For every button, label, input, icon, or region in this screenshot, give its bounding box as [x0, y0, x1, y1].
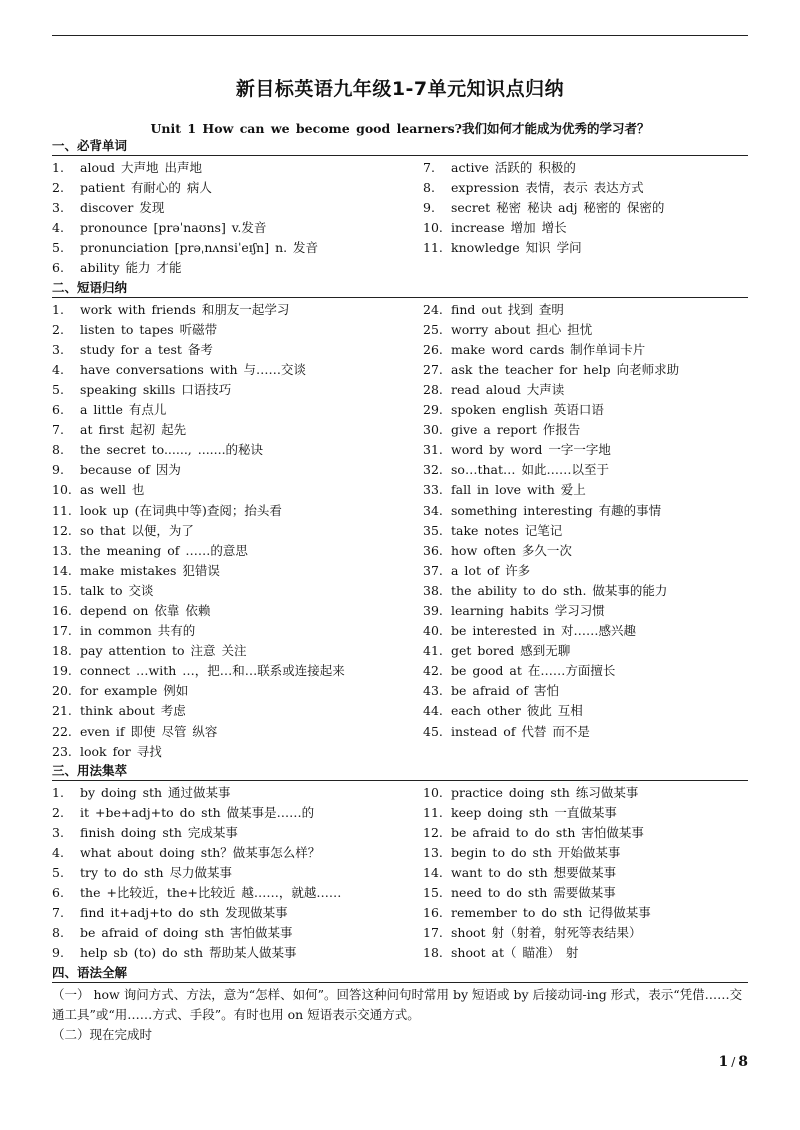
item-text: have conversations with 与……交谈 — [80, 361, 307, 377]
grammar-paragraph-1: （一） how 询问方式、方法，意为“怎样、如何”。回答这种问句时常用 by 短语或 by 后接动词-ing 形式，表示“凭借……交通工具”或“用……方式、手段”。有时也用 on 短语表示交通方式。 — [52, 986, 743, 1022]
list-item — [52, 701, 423, 721]
item-number: 7. — [52, 905, 64, 921]
list-item — [423, 701, 748, 721]
item-text: pay attention to 注意 关注 — [80, 643, 247, 659]
item-number: 11. — [423, 240, 443, 256]
item-text: make mistakes 犯错误 — [80, 562, 220, 578]
item-number: 1. — [52, 301, 64, 317]
list-item — [423, 661, 748, 681]
list-item — [52, 300, 423, 320]
list-item — [423, 360, 748, 380]
item-text: it +be+adj+to do sth 做某事是……的 — [80, 804, 315, 820]
item-text: word by word 一字一字地 — [451, 442, 611, 458]
item-number: 11. — [423, 804, 443, 820]
item-number: 29. — [423, 402, 443, 418]
item-text: instead of 代替 而不是 — [451, 723, 590, 739]
item-number: 33. — [423, 482, 443, 498]
item-number: 3. — [52, 341, 64, 357]
item-number: 7. — [423, 160, 435, 175]
item-text: increase 增加 增长 — [451, 220, 567, 236]
section — [52, 137, 748, 279]
item-number: 2. — [52, 321, 64, 337]
list-item — [423, 380, 748, 400]
item-text: the meaning of ……的意思 — [80, 542, 248, 558]
item-number: 5. — [52, 381, 64, 397]
item-number: 6. — [52, 402, 64, 418]
item-text: something interesting 有趣的事情 — [451, 502, 662, 518]
item-number: 19. — [52, 663, 72, 679]
section-heading: 三、用法集萃 — [52, 762, 748, 781]
item-text: be afraid of 害怕 — [451, 683, 559, 699]
item-number: 6. — [52, 885, 64, 901]
list-item — [423, 158, 748, 178]
item-number: 9. — [52, 945, 64, 961]
item-text: work with friends 和朋友一起学习 — [80, 301, 290, 317]
item-number: 4. — [52, 220, 64, 236]
item-text: discover 发现 — [80, 200, 165, 216]
item-number: 18. — [52, 643, 72, 659]
item-text: patient 有耐心的 病人 — [80, 180, 212, 196]
list-item — [52, 218, 423, 238]
item-number: 31. — [423, 442, 443, 458]
item-text: learning habits 学习习惯 — [451, 602, 605, 618]
grammar-paragraph-2: （二）现在完成时 — [52, 1026, 153, 1042]
item-text: knowledge 知识 学问 — [451, 240, 582, 256]
item-text: so that 以便，为了 — [80, 522, 194, 538]
section-heading: 二、短语归纳 — [52, 279, 748, 298]
item-number: 43. — [423, 683, 443, 699]
item-number: 3. — [52, 200, 64, 216]
item-number: 2. — [52, 180, 64, 196]
item-text: be afraid to do sth 害怕做某事 — [451, 824, 644, 840]
item-text: get bored 感到无聊 — [451, 643, 571, 659]
item-number: 8. — [423, 180, 435, 196]
list-item — [52, 661, 423, 681]
list-item — [52, 258, 423, 278]
item-number: 26. — [423, 341, 443, 357]
item-number: 12. — [423, 824, 443, 840]
grammar-section — [52, 964, 748, 1045]
item-text: keep doing sth 一直做某事 — [451, 804, 617, 820]
item-text: try to do sth 尽力做某事 — [80, 865, 233, 881]
list-item — [423, 480, 748, 500]
item-text: a lot of 许多 — [451, 562, 531, 578]
item-text: listen to tapes 听磁带 — [80, 321, 218, 337]
item-text: be afraid of doing sth 害怕做某事 — [80, 925, 293, 941]
item-text: the ability to do sth. 做某事的能力 — [451, 582, 668, 598]
item-number: 32. — [423, 462, 443, 478]
list-item — [423, 300, 748, 320]
item-text: practice doing sth 练习做某事 — [451, 784, 639, 800]
page-separator: / — [731, 1055, 736, 1069]
item-text: make word cards 制作单词卡片 — [451, 341, 646, 357]
item-number: 14. — [52, 562, 72, 578]
right-column — [423, 300, 748, 762]
list-item — [52, 601, 423, 621]
item-number: 2. — [52, 804, 64, 820]
item-text: look for 寻找 — [80, 743, 162, 759]
item-number: 17. — [423, 925, 443, 941]
item-text: think about 考虑 — [80, 703, 186, 719]
item-text: pronunciation [prəˌnʌnsiˈeɪʃn] n. 发音 — [80, 240, 319, 256]
list-item — [423, 823, 748, 843]
list-item — [423, 681, 748, 701]
item-text: active 活跃的 积极的 — [451, 160, 576, 175]
item-text: depend on 依靠 依赖 — [80, 602, 211, 618]
list-item — [52, 863, 423, 883]
list-item — [52, 943, 423, 963]
list-item — [52, 238, 423, 258]
list-item — [423, 883, 748, 903]
content — [52, 137, 748, 1045]
list-item — [52, 360, 423, 380]
section — [52, 762, 748, 964]
list-item — [423, 843, 748, 863]
list-item — [52, 681, 423, 701]
left-column — [52, 783, 423, 964]
list-item — [423, 178, 748, 198]
item-text: connect …with …，把…和…联系或连接起来 — [80, 663, 345, 679]
item-number: 18. — [423, 945, 443, 961]
list-item — [52, 641, 423, 661]
right-column — [423, 783, 748, 964]
item-text: talk to 交谈 — [80, 582, 154, 598]
list-item — [423, 803, 748, 823]
item-number: 27. — [423, 361, 443, 377]
item-number: 6. — [52, 260, 64, 276]
item-text: shoot 射（射着，射死等表结果） — [451, 925, 642, 941]
item-text: in common 共有的 — [80, 623, 196, 639]
list-item — [52, 460, 423, 480]
item-text: secret 秘密 秘诀 adj 秘密的 保密的 — [451, 200, 665, 216]
item-text: read aloud 大声读 — [451, 381, 565, 397]
item-text: as well 也 — [80, 482, 145, 498]
sections — [52, 137, 748, 964]
item-text: begin to do sth 开始做某事 — [451, 845, 621, 860]
item-text: aloud 大声地 出声地 — [80, 160, 202, 175]
unit-title: Unit 1 How can we become good learners?我们如何才能成为优秀的学习者？ — [150, 121, 650, 136]
item-text: because of 因为 — [80, 462, 181, 478]
item-number: 13. — [52, 542, 72, 558]
item-number: 20. — [52, 683, 72, 699]
item-number: 28. — [423, 381, 443, 397]
item-number: 5. — [52, 865, 64, 881]
list-item — [52, 480, 423, 500]
item-number: 22. — [52, 723, 72, 739]
list-item — [52, 501, 423, 521]
list-item — [423, 621, 748, 641]
item-text: speaking skills 口语技巧 — [80, 381, 232, 397]
item-number: 24. — [423, 301, 443, 317]
item-number: 10. — [423, 784, 443, 800]
page-number — [718, 1054, 748, 1070]
item-text: each other 彼此 互相 — [451, 703, 583, 719]
item-text: be interested in 对……感兴趣 — [451, 623, 637, 639]
list-item — [423, 340, 748, 360]
item-text: finish doing sth 完成某事 — [80, 824, 238, 840]
list-item — [423, 501, 748, 521]
item-text: for example 例如 — [80, 683, 189, 699]
list-item — [52, 883, 423, 903]
list-item — [52, 903, 423, 923]
list-item — [52, 621, 423, 641]
item-number: 1. — [52, 784, 64, 800]
top-rule — [52, 35, 748, 36]
list-item — [52, 158, 423, 178]
item-text: what about doing sth？做某事怎么样？ — [80, 845, 321, 860]
item-text: so…that… 如此……以至于 — [451, 462, 609, 478]
item-number: 10. — [52, 482, 72, 498]
item-text: look up (在词典中等)查阅；抬头看 — [80, 502, 282, 518]
list-item — [52, 722, 423, 742]
item-number: 42. — [423, 663, 443, 679]
item-number: 21. — [52, 703, 72, 719]
list-item — [52, 420, 423, 440]
list-item — [423, 561, 748, 581]
item-text: even if 即使 尽管 纵容 — [80, 723, 218, 739]
item-text: help sb (to) do sth 帮助某人做某事 — [80, 945, 297, 961]
item-number: 4. — [52, 361, 64, 377]
list-item — [52, 198, 423, 218]
item-number: 25. — [423, 321, 443, 337]
list-item — [423, 943, 748, 963]
item-number: 41. — [423, 643, 443, 659]
item-number: 45. — [423, 723, 443, 739]
item-text: shoot at（ 瞄准） 射 — [451, 945, 579, 961]
page-total: 8 — [738, 1054, 748, 1070]
item-number: 13. — [423, 845, 443, 860]
section-columns — [52, 158, 748, 279]
item-text: ability 能力 才能 — [80, 260, 182, 276]
list-item — [52, 823, 423, 843]
section-columns — [52, 783, 748, 964]
item-text: expression 表情，表示 表达方式 — [451, 180, 644, 196]
list-item — [423, 420, 748, 440]
list-item — [423, 238, 748, 258]
item-number: 5. — [52, 240, 64, 256]
item-number: 8. — [52, 442, 64, 458]
left-column — [52, 158, 423, 279]
item-number: 8. — [52, 925, 64, 941]
item-text: need to do sth 需要做某事 — [451, 885, 616, 901]
list-item — [52, 521, 423, 541]
item-text: a little 有点儿 — [80, 402, 167, 418]
page-current: 1 — [718, 1054, 729, 1070]
list-item — [52, 783, 423, 803]
item-text: give a report 作报告 — [451, 422, 581, 438]
item-text: want to do sth 想要做某事 — [451, 865, 617, 881]
item-text: the secret to......, .......的秘诀 — [80, 442, 264, 458]
right-column — [423, 158, 748, 279]
list-item — [52, 440, 423, 460]
item-text: take notes 记笔记 — [451, 522, 563, 538]
item-text: worry about 担心 担忧 — [451, 321, 593, 337]
item-text: spoken english 英语口语 — [451, 402, 604, 418]
item-number: 17. — [52, 623, 72, 639]
item-number: 30. — [423, 422, 443, 438]
item-number: 9. — [52, 462, 64, 478]
item-number: 35. — [423, 522, 443, 538]
list-item — [52, 541, 423, 561]
item-number: 4. — [52, 845, 64, 860]
item-text: by doing sth 通过做某事 — [80, 784, 231, 800]
left-column — [52, 300, 423, 762]
item-number: 11. — [52, 502, 72, 518]
item-text: be good at 在……方面擅长 — [451, 663, 616, 679]
document-title: 新目标英语九年级1-7单元知识点归纳 — [235, 78, 565, 100]
item-text: pronounce [prəˈnaʊns] v.发音 — [80, 220, 267, 236]
item-text: the +比较近，the+比较近 越……，就越…… — [80, 885, 342, 901]
list-item — [423, 440, 748, 460]
item-text: remember to do sth 记得做某事 — [451, 905, 651, 921]
item-number: 34. — [423, 502, 443, 518]
list-item — [423, 460, 748, 480]
section-columns — [52, 300, 748, 762]
item-text: ask the teacher for help 向老师求助 — [451, 361, 680, 377]
item-number: 37. — [423, 562, 443, 578]
item-number: 38. — [423, 582, 443, 598]
list-item — [423, 521, 748, 541]
list-item — [52, 380, 423, 400]
item-number: 44. — [423, 703, 443, 719]
item-number: 7. — [52, 422, 64, 438]
item-number: 23. — [52, 743, 72, 759]
item-text: at first 起初 起先 — [80, 422, 187, 438]
section-heading: 一、必背单词 — [52, 137, 748, 156]
list-item — [52, 581, 423, 601]
list-item — [52, 923, 423, 943]
item-text: how often 多久一次 — [451, 542, 572, 558]
item-number: 1. — [52, 160, 64, 175]
item-number: 15. — [423, 885, 443, 901]
item-number: 40. — [423, 623, 443, 639]
list-item — [423, 400, 748, 420]
item-number: 10. — [423, 220, 443, 236]
list-item — [52, 340, 423, 360]
item-number: 12. — [52, 522, 72, 538]
item-number: 16. — [423, 905, 443, 921]
section — [52, 279, 748, 762]
list-item — [423, 198, 748, 218]
item-number: 14. — [423, 865, 443, 881]
item-number: 3. — [52, 824, 64, 840]
list-item — [423, 218, 748, 238]
item-number: 15. — [52, 582, 72, 598]
item-number: 16. — [52, 602, 72, 618]
section-heading: 四、语法全解 — [52, 964, 748, 983]
item-number: 39. — [423, 602, 443, 618]
list-item — [52, 320, 423, 340]
list-item — [423, 863, 748, 883]
item-number: 9. — [423, 200, 435, 216]
item-text: find out 找到 查明 — [451, 301, 564, 317]
list-item — [423, 641, 748, 661]
list-item — [52, 400, 423, 420]
list-item — [423, 320, 748, 340]
list-item — [423, 581, 748, 601]
item-text: fall in love with 爱上 — [451, 482, 586, 498]
list-item — [423, 722, 748, 742]
item-text: study for a test 备考 — [80, 341, 213, 357]
item-number: 36. — [423, 542, 443, 558]
list-item — [423, 903, 748, 923]
list-item — [52, 803, 423, 823]
list-item — [52, 742, 423, 762]
list-item — [52, 843, 423, 863]
list-item — [423, 783, 748, 803]
list-item — [52, 561, 423, 581]
list-item — [423, 601, 748, 621]
list-item — [52, 178, 423, 198]
list-item — [423, 541, 748, 561]
list-item — [423, 923, 748, 943]
item-text: find it+adj+to do sth 发现做某事 — [80, 905, 288, 921]
